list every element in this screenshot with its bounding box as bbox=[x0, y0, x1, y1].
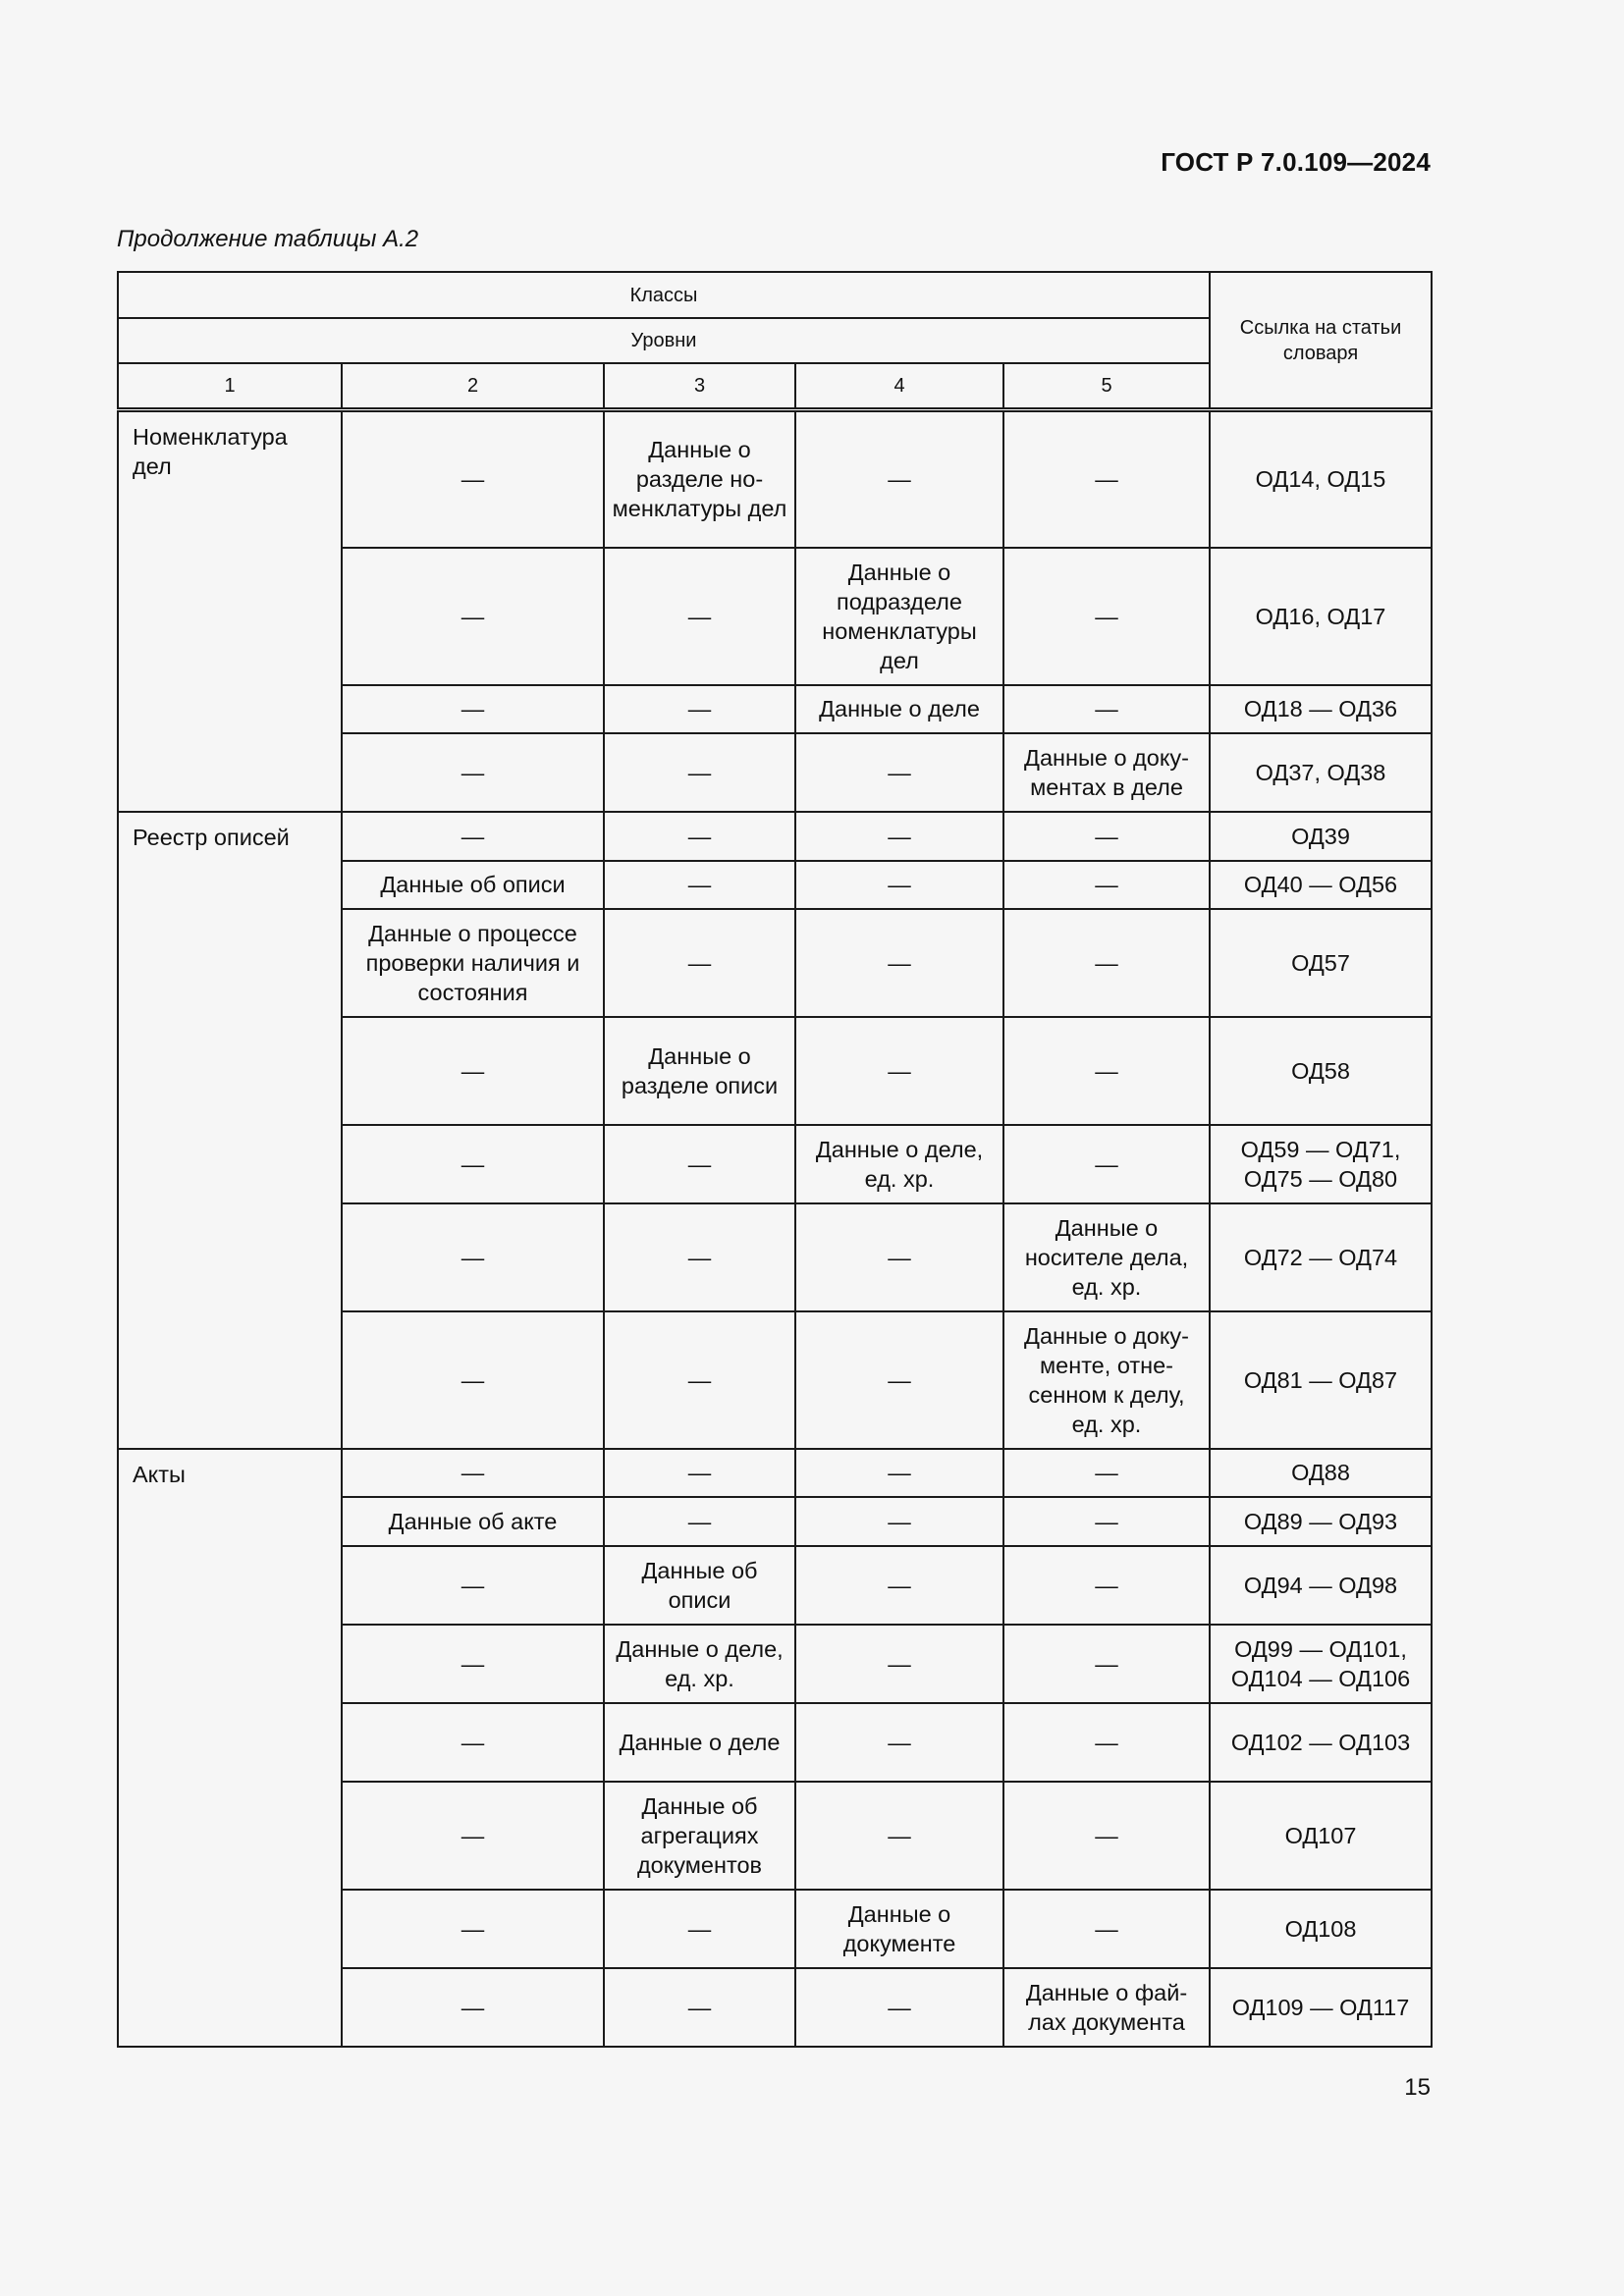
level-2-cell: — bbox=[342, 1125, 604, 1203]
level-3-cell: Данные о разделе описи bbox=[604, 1017, 795, 1125]
level-4-cell: — bbox=[795, 1703, 1003, 1782]
classification-table bbox=[117, 271, 1433, 2048]
level-3-cell: Данные о деле, ед. хр. bbox=[604, 1625, 795, 1703]
level-3-cell: — bbox=[604, 812, 795, 861]
level-4-cell: — bbox=[795, 861, 1003, 909]
level-2-cell: — bbox=[342, 1782, 604, 1890]
level-4-cell: — bbox=[795, 1968, 1003, 2047]
level-2-cell: — bbox=[342, 1311, 604, 1449]
header-classes: Классы bbox=[118, 272, 1210, 318]
dictionary-ref-cell: ОД58 bbox=[1210, 1017, 1432, 1125]
dictionary-ref-cell: ОД57 bbox=[1210, 909, 1432, 1017]
document-code: ГОСТ Р 7.0.109—2024 bbox=[1161, 147, 1431, 177]
page-number: 15 bbox=[1404, 2074, 1431, 2101]
table-body bbox=[118, 410, 1432, 2047]
level-3-cell: — bbox=[604, 1968, 795, 2047]
level-4-cell: — bbox=[795, 1203, 1003, 1311]
dictionary-ref-cell: ОД88 bbox=[1210, 1449, 1432, 1497]
level-2-cell: — bbox=[342, 410, 604, 548]
level-5-cell: Данные о носителе дела, ед. хр. bbox=[1003, 1203, 1210, 1311]
level-5-cell: — bbox=[1003, 1017, 1210, 1125]
level-4-cell: — bbox=[795, 1782, 1003, 1890]
level-4-cell: Данные о документе bbox=[795, 1890, 1003, 1968]
level-5-cell: Данные о доку-ментах в деле bbox=[1003, 733, 1210, 812]
level-5-cell: — bbox=[1003, 1703, 1210, 1782]
dictionary-ref-cell: ОД40 — ОД56 bbox=[1210, 861, 1432, 909]
dictionary-ref-cell: ОД99 — ОД101, ОД104 — ОД106 bbox=[1210, 1625, 1432, 1703]
table-row bbox=[118, 812, 1432, 861]
level-2-cell: — bbox=[342, 1968, 604, 2047]
dictionary-ref-cell: ОД109 — ОД117 bbox=[1210, 1968, 1432, 2047]
level-5-cell: — bbox=[1003, 1449, 1210, 1497]
table-caption: Продолжение таблицы А.2 bbox=[117, 226, 419, 252]
level-4-cell: — bbox=[795, 733, 1003, 812]
level-4-cell: Данные о подразделе номенклатуры дел bbox=[795, 548, 1003, 685]
level-3-cell: — bbox=[604, 861, 795, 909]
level-3-cell: Данные о разделе но-менклатуры дел bbox=[604, 410, 795, 548]
level-2-cell: — bbox=[342, 1203, 604, 1311]
header-level-1: 1 bbox=[118, 363, 342, 410]
dictionary-ref-cell: ОД107 bbox=[1210, 1782, 1432, 1890]
dictionary-ref-cell: ОД18 — ОД36 bbox=[1210, 685, 1432, 733]
level-5-cell: — bbox=[1003, 1546, 1210, 1625]
dictionary-ref-cell: ОД14, ОД15 bbox=[1210, 410, 1432, 548]
level-5-cell: Данные о доку-менте, отне-сенном к делу, ед. хр. bbox=[1003, 1311, 1210, 1449]
header-level-2: 2 bbox=[342, 363, 604, 410]
dictionary-ref-cell: ОД108 bbox=[1210, 1890, 1432, 1968]
level-3-cell: Данные о деле bbox=[604, 1703, 795, 1782]
level-4-cell: — bbox=[795, 812, 1003, 861]
level-4-cell: — bbox=[795, 1311, 1003, 1449]
level-3-cell: — bbox=[604, 1449, 795, 1497]
level-2-cell: — bbox=[342, 1449, 604, 1497]
level-5-cell: — bbox=[1003, 812, 1210, 861]
level-4-cell: Данные о деле, ед. хр. bbox=[795, 1125, 1003, 1203]
dictionary-ref-cell: ОД37, ОД38 bbox=[1210, 733, 1432, 812]
level-2-cell: — bbox=[342, 812, 604, 861]
level-5-cell: — bbox=[1003, 1782, 1210, 1890]
level-5-cell: — bbox=[1003, 685, 1210, 733]
header-level-4: 4 bbox=[795, 363, 1003, 410]
level-5-cell: Данные о фай-лах документа bbox=[1003, 1968, 1210, 2047]
level-3-cell: — bbox=[604, 733, 795, 812]
table-header bbox=[118, 272, 1432, 410]
level-3-cell: Данные об описи bbox=[604, 1546, 795, 1625]
level-5-cell: — bbox=[1003, 1890, 1210, 1968]
level-5-cell: — bbox=[1003, 410, 1210, 548]
level-3-cell: — bbox=[604, 1890, 795, 1968]
header-level-3: 3 bbox=[604, 363, 795, 410]
level-3-cell: Данные об агрегациях документов bbox=[604, 1782, 795, 1890]
dictionary-ref-cell: ОД94 — ОД98 bbox=[1210, 1546, 1432, 1625]
level-2-cell: — bbox=[342, 1703, 604, 1782]
level-5-cell: — bbox=[1003, 861, 1210, 909]
level-3-cell: — bbox=[604, 1497, 795, 1546]
dictionary-ref-cell: ОД72 — ОД74 bbox=[1210, 1203, 1432, 1311]
level-5-cell: — bbox=[1003, 909, 1210, 1017]
level-5-cell: — bbox=[1003, 1625, 1210, 1703]
dictionary-ref-cell: ОД59 — ОД71, ОД75 — ОД80 bbox=[1210, 1125, 1432, 1203]
table-row bbox=[118, 410, 1432, 548]
level-2-cell: — bbox=[342, 548, 604, 685]
level-4-cell: — bbox=[795, 410, 1003, 548]
header-dictionary-ref: Ссылка на статьи словаря bbox=[1210, 272, 1432, 410]
level-2-cell: Данные о процессе проверки наличия и состояния bbox=[342, 909, 604, 1017]
table-row bbox=[118, 1449, 1432, 1497]
level-3-cell: — bbox=[604, 1203, 795, 1311]
dictionary-ref-cell: ОД89 — ОД93 bbox=[1210, 1497, 1432, 1546]
group-name-cell: Реестр описей bbox=[118, 812, 342, 1449]
level-2-cell: Данные об акте bbox=[342, 1497, 604, 1546]
level-5-cell: — bbox=[1003, 548, 1210, 685]
level-2-cell: — bbox=[342, 1546, 604, 1625]
level-2-cell: — bbox=[342, 1890, 604, 1968]
dictionary-ref-cell: ОД102 — ОД103 bbox=[1210, 1703, 1432, 1782]
level-2-cell: — bbox=[342, 733, 604, 812]
dictionary-ref-cell: ОД16, ОД17 bbox=[1210, 548, 1432, 685]
group-name-cell: Акты bbox=[118, 1449, 342, 2047]
dictionary-ref-cell: ОД81 — ОД87 bbox=[1210, 1311, 1432, 1449]
level-4-cell: — bbox=[795, 909, 1003, 1017]
level-4-cell: — bbox=[795, 1625, 1003, 1703]
level-3-cell: — bbox=[604, 1125, 795, 1203]
level-3-cell: — bbox=[604, 1311, 795, 1449]
level-4-cell: — bbox=[795, 1546, 1003, 1625]
level-3-cell: — bbox=[604, 909, 795, 1017]
level-4-cell: — bbox=[795, 1497, 1003, 1546]
level-4-cell: Данные о деле bbox=[795, 685, 1003, 733]
dictionary-ref-cell: ОД39 bbox=[1210, 812, 1432, 861]
group-name-cell: Номенклатура дел bbox=[118, 410, 342, 812]
level-2-cell: — bbox=[342, 1017, 604, 1125]
level-4-cell: — bbox=[795, 1449, 1003, 1497]
level-4-cell: — bbox=[795, 1017, 1003, 1125]
level-3-cell: — bbox=[604, 685, 795, 733]
header-levels: Уровни bbox=[118, 318, 1210, 363]
level-2-cell: — bbox=[342, 685, 604, 733]
header-level-5: 5 bbox=[1003, 363, 1210, 410]
level-3-cell: — bbox=[604, 548, 795, 685]
level-5-cell: — bbox=[1003, 1497, 1210, 1546]
level-2-cell: Данные об описи bbox=[342, 861, 604, 909]
level-5-cell: — bbox=[1003, 1125, 1210, 1203]
level-2-cell: — bbox=[342, 1625, 604, 1703]
